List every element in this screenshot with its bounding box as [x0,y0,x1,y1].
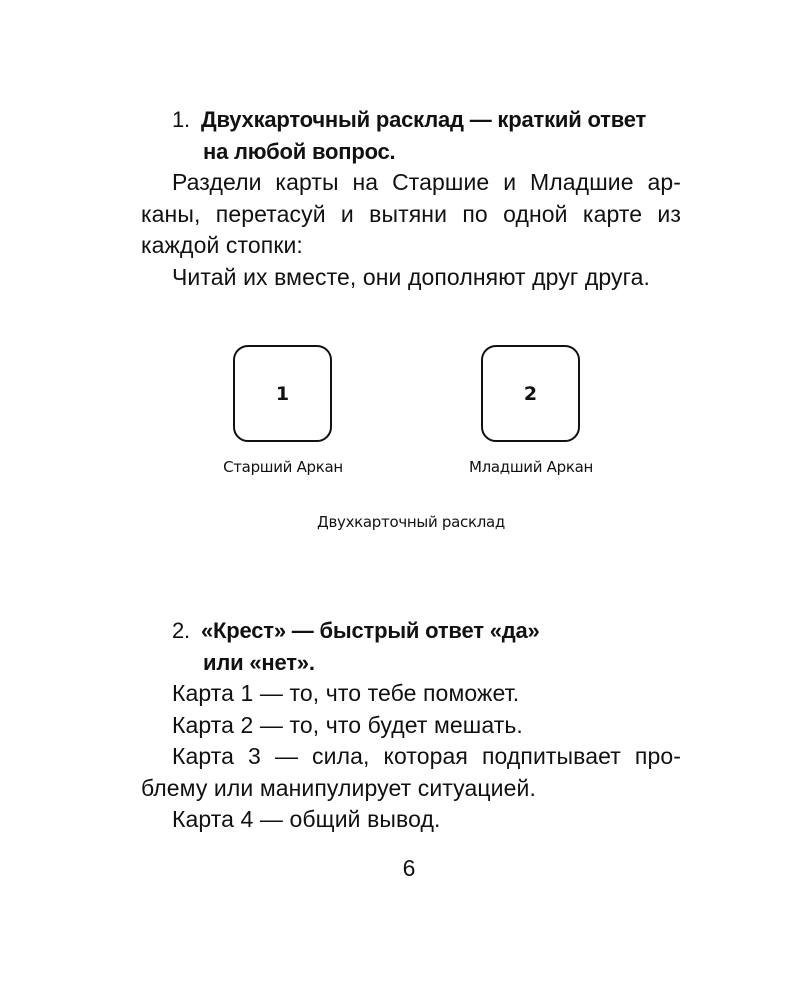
section-1-number: 1. [172,107,190,132]
section-2-line-card-3: Карта 3 — сила, которая подпитывает про- [172,743,681,769]
card-slot-2 [481,345,580,442]
two-card-spread-diagram [141,293,681,615]
card-slot-2-label: Младший Аркан [468,458,594,476]
section-1-paragraph-2: Читай их вместе, они дополняют друг друга. [172,263,651,290]
section-2-heading-line-1: «Крест» — быстрый ответ «да» [201,618,540,643]
card-slot-1 [233,345,332,442]
card-slot-1-label: Старший Аркан [223,458,343,476]
section-2-line-card-3-cont: блему или манипулирует ситуацией. [141,774,536,801]
diagram-caption: Двухкарточный расклад [317,513,505,531]
section-2-line-card-1: Карта 1 — то, что тебе поможет. [172,680,520,706]
section-1-paragraph-line-1: Раздели карты на Старшие и Младшие ар- [172,169,681,195]
page-content [141,104,681,836]
section-2-number: 2. [172,618,190,643]
card-slot-2-number: 2 [523,382,538,405]
section-1-heading-line-1: Двухкарточный расклад — краткий ответ [201,107,647,132]
section-2-heading [141,615,681,647]
section-2-line-card-2: Карта 2 — то, что будет мешать. [172,711,523,738]
section-1-paragraph-line-3: каждой стопки: [141,232,303,258]
card-slot-1-number: 1 [275,382,290,405]
section-2-heading-line-2: или «нет». [203,649,315,675]
section-1-paragraph-line-2: каны, перетасуй и вытяни по одной карте из [141,200,681,227]
section-1-heading-line-2: на любой вопрос. [203,138,396,164]
page-number: 6 [402,855,416,881]
section-1-heading [141,104,681,136]
section-2-line-card-4: Карта 4 — общий вывод. [172,806,441,832]
